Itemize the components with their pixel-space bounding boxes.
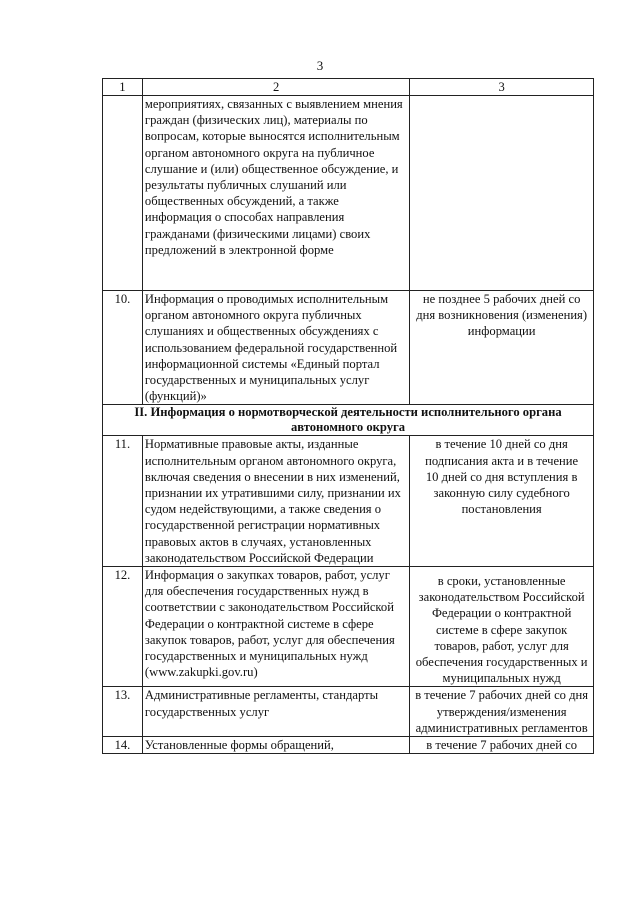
row-description: Информация о проводимых исполнительным органом автономного округа публичных слушаниях и общественных обсуждениях с использованием федеральной государственной информационной системы «Единый портал государственных и муниципальных услуг (функций)» [142, 291, 409, 405]
row-term: не позднее 5 рабочих дней со дня возникновения (изменения) информации [410, 291, 594, 405]
row-term [410, 436, 594, 567]
table-row [103, 737, 594, 754]
column-header-1: 1 [103, 79, 143, 96]
row-description: Административные регламенты, стандарты государственных услуг [142, 687, 409, 737]
row-number: 13. [103, 687, 143, 737]
row-number: 10. [103, 291, 143, 405]
section-heading: II. Информация о нормотворческой деятельности исполнительного органа автономного округа [103, 405, 594, 436]
row-description: Установленные формы обращений, [142, 737, 409, 754]
row-description: Информация о закупках товаров, работ, услуг для обеспечения государственных нужд в соответствии с законодательством Российской Федерации о контрактной системе в сфере закупок товаров, работ, услуг для обеспечения государственных и муниципальных нужд (www.zakupki.gov.ru) [142, 567, 409, 687]
table-row [103, 436, 594, 567]
table-row [103, 96, 594, 291]
row-term-part-a: в течение 10 дней со дня подписания акта и в течение [425, 437, 579, 468]
row-term: в сроки, установленные законодательством Российской Федерации о контрактной системе в сфере закупок товаров, работ, услуг для обеспечения государственных и муниципальных нужд [410, 567, 594, 687]
row-term: в течение 7 рабочих дней со [410, 737, 594, 754]
column-header-3: 3 [410, 79, 594, 96]
row-number: 12. [103, 567, 143, 687]
table-row [103, 291, 594, 405]
row-description: мероприятиях, связанных с выявлением мнения граждан (физических лиц), материалы по вопросам, которые выносятся исполнительным органом автономного округа на публичное слушание и (или) общественное обсуждение, и результаты публичных слушаний или общественных обсуждений, а также информация о способах направления гражданами (физическими лицами) своих предложений в электронной форме [142, 96, 409, 291]
row-term [410, 96, 594, 291]
page-number: 3 [316, 58, 324, 73]
row-term: в течение 7 рабочих дней со дня утверждения/изменения административных регламентов [410, 687, 594, 737]
table-header-row [103, 79, 594, 96]
table-row [103, 687, 594, 737]
column-header-2: 2 [142, 79, 409, 96]
row-number [103, 96, 143, 291]
row-description: Нормативные правовые акты, изданные исполнительным органом автономного округа, включая сведения о внесении в них изменений, признании их утратившими силу, признании их судом недействующими, а также сведения о государственной регистрации нормативных правовых актов в случаях, установленных законодательством Российской Федерации [142, 436, 409, 567]
row-number: 11. [103, 436, 143, 567]
information-table [102, 78, 594, 754]
table-row [103, 567, 594, 687]
section-heading-row [103, 405, 594, 436]
row-number: 14. [103, 737, 143, 754]
row-term-part-b: 10 дней со дня вступления в законную силу судебного постановления [425, 469, 578, 517]
